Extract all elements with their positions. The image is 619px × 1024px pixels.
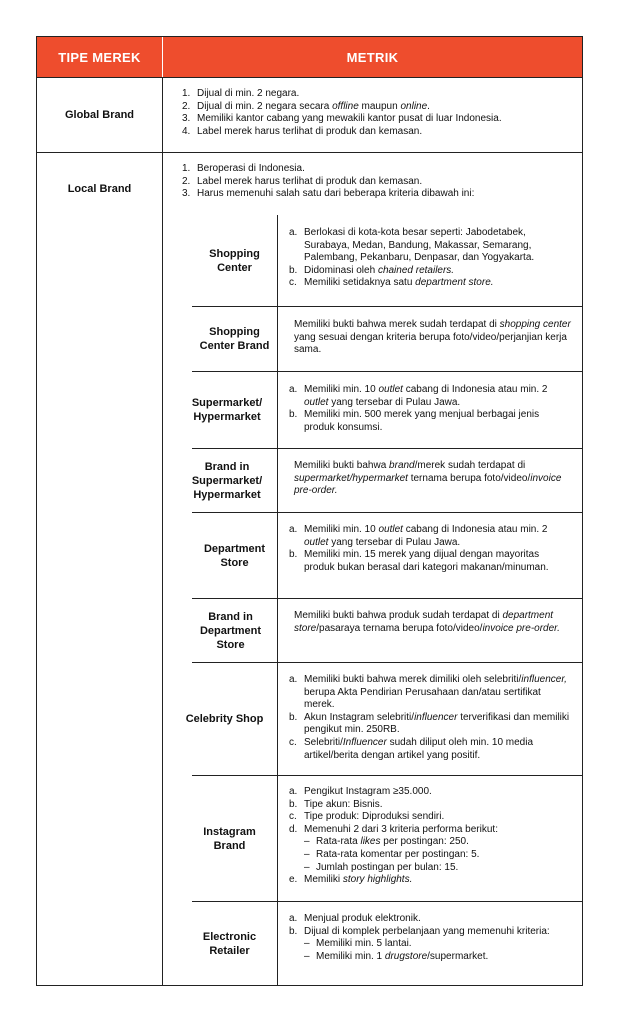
- text-run: Berlokasi di kota-kota besar seperti: Jabodetabek, Surabaya, Medan, Bandung, Makassar, Semarang, Palembang, Pekanbaru, Denpasar, dan Yogyakarta.: [304, 227, 535, 264]
- text-run: Tipe produk: Diproduksi sendiri.: [304, 811, 445, 823]
- list-marker: a.: [289, 786, 298, 797]
- list-item: [289, 227, 571, 265]
- list-marker: b.: [289, 711, 298, 723]
- criteria-paragraph: [294, 319, 571, 357]
- global-brand-label: Global Brand: [64, 109, 135, 121]
- text-run: Akun Instagram selebriti/: [304, 711, 415, 723]
- text-run: Selebriti/: [304, 736, 343, 748]
- list-marker: c.: [289, 811, 297, 823]
- list-item-text: [304, 786, 571, 799]
- local-brand-label: Local Brand: [67, 183, 132, 195]
- criteria-list: [289, 913, 571, 963]
- list-marker: –: [304, 836, 310, 848]
- list-marker: 1.: [182, 163, 191, 174]
- text-run: Dijual di min. 2 negara secara: [197, 100, 333, 112]
- list-item: [182, 126, 572, 139]
- text-run: outlet: [304, 536, 329, 548]
- list-item: [289, 674, 571, 712]
- text-run: Label merek harus terlihat di produk dan kemasan.: [197, 175, 423, 187]
- list-marker: a.: [289, 384, 298, 395]
- text-run: terverifikasi dan memiliki pengikut min. 250RB.: [304, 711, 570, 736]
- text-run: offline: [332, 100, 359, 112]
- list-item: [289, 951, 571, 964]
- list-item-text: [304, 227, 571, 265]
- text-run: Memiliki kantor cabang yang mewakili kantor pusat di luar Indonesia.: [197, 113, 502, 125]
- list-marker: a.: [289, 674, 298, 685]
- column-divider: [162, 77, 163, 985]
- list-item: [289, 862, 571, 875]
- text-run: shopping center: [499, 319, 571, 330]
- text-run: /supermarket.: [427, 950, 489, 962]
- text-run: influencer: [414, 711, 458, 723]
- list-item-text: [197, 126, 572, 139]
- list-item-text: [304, 549, 571, 574]
- criteria-list: [289, 786, 571, 887]
- text-run: per postingan: 250.: [380, 836, 469, 848]
- list-item: [289, 874, 571, 887]
- list-marker: e.: [289, 874, 298, 886]
- text-run: /pasaraya ternama berupa foto/video/: [316, 622, 483, 634]
- criteria-label-department-store: Department Store: [203, 542, 266, 569]
- criteria-paragraph: [294, 610, 571, 635]
- text-run: department store.: [415, 277, 494, 289]
- text-run: likes: [360, 836, 381, 848]
- list-marker: 4.: [182, 125, 191, 137]
- list-marker: c.: [289, 736, 297, 748]
- criteria-label-shopping-center: Shopping Center: [209, 248, 260, 274]
- list-marker: d.: [289, 823, 298, 835]
- text-run: cabang di Indonesia atau min. 2: [402, 384, 548, 395]
- list-item: [289, 265, 571, 278]
- list-item: [289, 811, 571, 824]
- criteria-list: [289, 227, 571, 290]
- list-item: [289, 913, 571, 926]
- list-item-text: [316, 849, 571, 862]
- list-item-text: [304, 712, 571, 737]
- text-run: story highlights.: [342, 874, 413, 886]
- text-run: outlet: [378, 524, 403, 535]
- text-run: Memiliki bukti bahwa merek dimiliki oleh selebriti/: [304, 674, 522, 685]
- list-item: [289, 836, 571, 849]
- text-run: Memiliki min. 10: [304, 384, 379, 395]
- list-item-text: [316, 836, 571, 849]
- list-marker: –: [304, 848, 310, 860]
- list-item-text: [197, 113, 572, 126]
- text-run: yang sesuai dengan kriteria berupa foto/video/perjanjian kerja sama.: [294, 331, 567, 356]
- criteria-list: [289, 524, 571, 574]
- text-run: berupa Akta Pendirian Perusahaan dan/atau sertifikat merek.: [304, 686, 541, 711]
- list-item-text: [304, 384, 571, 409]
- list-item: [289, 926, 571, 939]
- text-run: Memiliki bukti bahwa: [294, 460, 390, 471]
- criteria-metrics-celebrity-shop: [289, 674, 571, 762]
- list-item-text: [304, 926, 571, 939]
- list-item-text: [304, 277, 571, 290]
- list-item-text: [304, 913, 571, 926]
- text-run: Memiliki: [304, 874, 343, 886]
- text-run: invoice pre-order.: [294, 472, 562, 497]
- list-item: [182, 113, 572, 126]
- criteria-metrics-supermarket-hypermarket: [289, 384, 571, 434]
- text-run: invoice pre-order.: [482, 622, 560, 634]
- text-run: /merek sudah terdapat di: [414, 460, 526, 471]
- list-item-text: [304, 811, 571, 824]
- global-brand-metrics: [182, 88, 572, 138]
- criteria-metrics-shopping-center-brand: [294, 319, 571, 357]
- list-item: [289, 549, 571, 574]
- text-run: maupun: [358, 100, 401, 112]
- text-run: Memiliki bukti bahwa produk sudah terdapat di: [294, 610, 503, 621]
- criteria-label-brand-in-department-store: Brand in Department Store: [199, 610, 262, 651]
- list-item-text: [316, 938, 571, 951]
- list-item: [182, 188, 572, 201]
- criteria-metrics-shopping-center: [289, 227, 571, 290]
- list-marker: 3.: [182, 113, 191, 125]
- list-item: [182, 176, 572, 189]
- criteria-metrics-brand-in-supermarket: [294, 460, 571, 498]
- list-item: [289, 824, 571, 837]
- list-item: [289, 524, 571, 549]
- criteria-metrics-electronic-retailer: [289, 913, 571, 963]
- sub-column-divider: [277, 215, 278, 985]
- list-item-text: [304, 674, 571, 712]
- list-marker: c.: [289, 277, 297, 289]
- list-item-text: [197, 188, 572, 201]
- text-run: online: [400, 100, 428, 112]
- criteria-label-electronic-retailer: Electronic Retailer: [202, 930, 257, 957]
- text-run: influencer,: [521, 674, 567, 685]
- text-run: Rata-rata: [316, 836, 361, 848]
- list-marker: a.: [289, 227, 298, 238]
- text-run: Beroperasi di Indonesia.: [197, 163, 305, 174]
- text-run: department store: [294, 610, 554, 634]
- list-item: [182, 101, 572, 114]
- list-item-text: [316, 951, 571, 964]
- list-item: [289, 277, 571, 290]
- text-run: Didominasi oleh: [304, 264, 378, 276]
- list-item-text: [316, 862, 571, 875]
- list-item: [289, 938, 571, 951]
- text-run: Influencer: [342, 736, 387, 748]
- criteria-paragraph: [294, 460, 571, 498]
- list-marker: 2.: [182, 175, 191, 187]
- text-run: Dijual di komplek perbelanjaan yang memenuhi kriteria:: [304, 925, 550, 937]
- list-item: [289, 712, 571, 737]
- criteria-label-brand-in-supermarket: Brand in Supermarket/ Hypermarket: [191, 460, 263, 501]
- criteria-list: [289, 384, 571, 434]
- list-item-text: [304, 799, 571, 812]
- list-marker: b.: [289, 798, 298, 810]
- text-run: Harus memenuhi salah satu dari beberapa kriteria dibawah ini:: [197, 188, 475, 200]
- text-run: Memiliki bukti bahwa merek sudah terdapat di: [294, 319, 500, 330]
- list-item-text: [197, 176, 572, 189]
- list-marker: 1.: [182, 88, 191, 99]
- list-item: [289, 799, 571, 812]
- list-item-text: [304, 409, 571, 434]
- criteria-label-supermarket-hypermarket: Supermarket/ Hypermarket: [191, 397, 263, 423]
- list-item-text: [197, 163, 572, 176]
- text-run: sudah diliput oleh min. 10 media artikel/berita dengan artikel yang positif.: [304, 736, 534, 761]
- list-marker: b.: [289, 409, 298, 421]
- list-marker: –: [304, 861, 310, 873]
- list-item-text: [304, 265, 571, 278]
- criteria-label-shopping-center-brand: Shopping Center Brand: [199, 326, 270, 352]
- text-run: Memiliki min. 500 merek yang menjual berbagai jenis produk konsumsi.: [304, 409, 540, 433]
- text-run: Dijual di min. 2 negara.: [197, 88, 300, 99]
- text-run: yang tersebar di Pulau Jawa.: [328, 396, 461, 408]
- criteria-list: [289, 674, 571, 762]
- table-header: [37, 37, 582, 77]
- list-item: [289, 849, 571, 862]
- text-run: Rata-rata komentar per postingan: 5.: [316, 848, 480, 860]
- text-run: Memiliki min. 1: [316, 950, 385, 962]
- list-item-text: [304, 737, 571, 762]
- list-item: [182, 88, 572, 101]
- text-run: outlet: [304, 396, 329, 408]
- text-run: Tipe akun: Bisnis.: [304, 798, 383, 810]
- text-run: chained retailers.: [377, 264, 455, 276]
- list-marker: –: [304, 938, 310, 950]
- list-marker: 2.: [182, 100, 191, 112]
- text-run: Jumlah postingan per bulan: 15.: [316, 861, 459, 873]
- text-run: brand: [389, 460, 415, 471]
- text-run: drugstore: [384, 950, 428, 962]
- list-marker: –: [304, 950, 310, 962]
- row-divider: [37, 152, 582, 153]
- list-marker: a.: [289, 913, 298, 924]
- text-run: .: [427, 100, 430, 112]
- list-marker: b.: [289, 264, 298, 276]
- text-run: outlet: [378, 384, 403, 395]
- list-item-text: [304, 824, 571, 837]
- text-run: Memiliki min. 5 lantai.: [316, 938, 412, 950]
- brand-metrics-table: [36, 36, 583, 986]
- list-item: [289, 384, 571, 409]
- text-run: cabang di Indonesia atau min. 2: [402, 524, 548, 535]
- text-run: supermarket/hypermarket: [294, 472, 408, 484]
- text-run: Pengikut Instagram ≥35.000.: [304, 786, 432, 797]
- header-metrik: METRIK: [346, 49, 399, 65]
- criteria-metrics-brand-in-department-store: [294, 610, 571, 635]
- list-item: [289, 737, 571, 762]
- list-marker: b.: [289, 549, 298, 561]
- text-run: Label merek harus terlihat di produk dan kemasan.: [197, 125, 423, 137]
- list-item-text: [304, 874, 571, 887]
- list-item: [182, 163, 572, 176]
- criteria-metrics-instagram-brand: [289, 786, 571, 887]
- header-tipe-merek: TIPE MEREK: [37, 37, 163, 77]
- list-item-text: [197, 101, 572, 114]
- text-run: Menjual produk elektronik.: [304, 913, 421, 924]
- criteria-label-instagram-brand: Instagram Brand: [203, 825, 256, 852]
- criteria-label-celebrity-shop: Celebrity Shop: [185, 713, 264, 725]
- local-brand-metrics: [182, 163, 572, 201]
- text-run: Memiliki min. 15 merek yang dijual dengan mayoritas produk bukan berasal dari kategori makanan/minuman.: [304, 549, 549, 573]
- list-item: [289, 786, 571, 799]
- text-run: Memiliki setidaknya satu: [304, 277, 416, 289]
- text-run: Memenuhi 2 dari 3 kriteria performa berikut:: [304, 823, 498, 835]
- list-item-text: [197, 88, 572, 101]
- list-item-text: [304, 524, 571, 549]
- text-run: Memiliki min. 10: [304, 524, 379, 535]
- list-marker: a.: [289, 524, 298, 535]
- list-marker: 3.: [182, 188, 191, 200]
- criteria-metrics-department-store: [289, 524, 571, 574]
- text-run: ternama berupa foto/video/: [407, 472, 531, 484]
- list-item: [289, 409, 571, 434]
- list-marker: b.: [289, 925, 298, 937]
- text-run: yang tersebar di Pulau Jawa.: [328, 536, 461, 548]
